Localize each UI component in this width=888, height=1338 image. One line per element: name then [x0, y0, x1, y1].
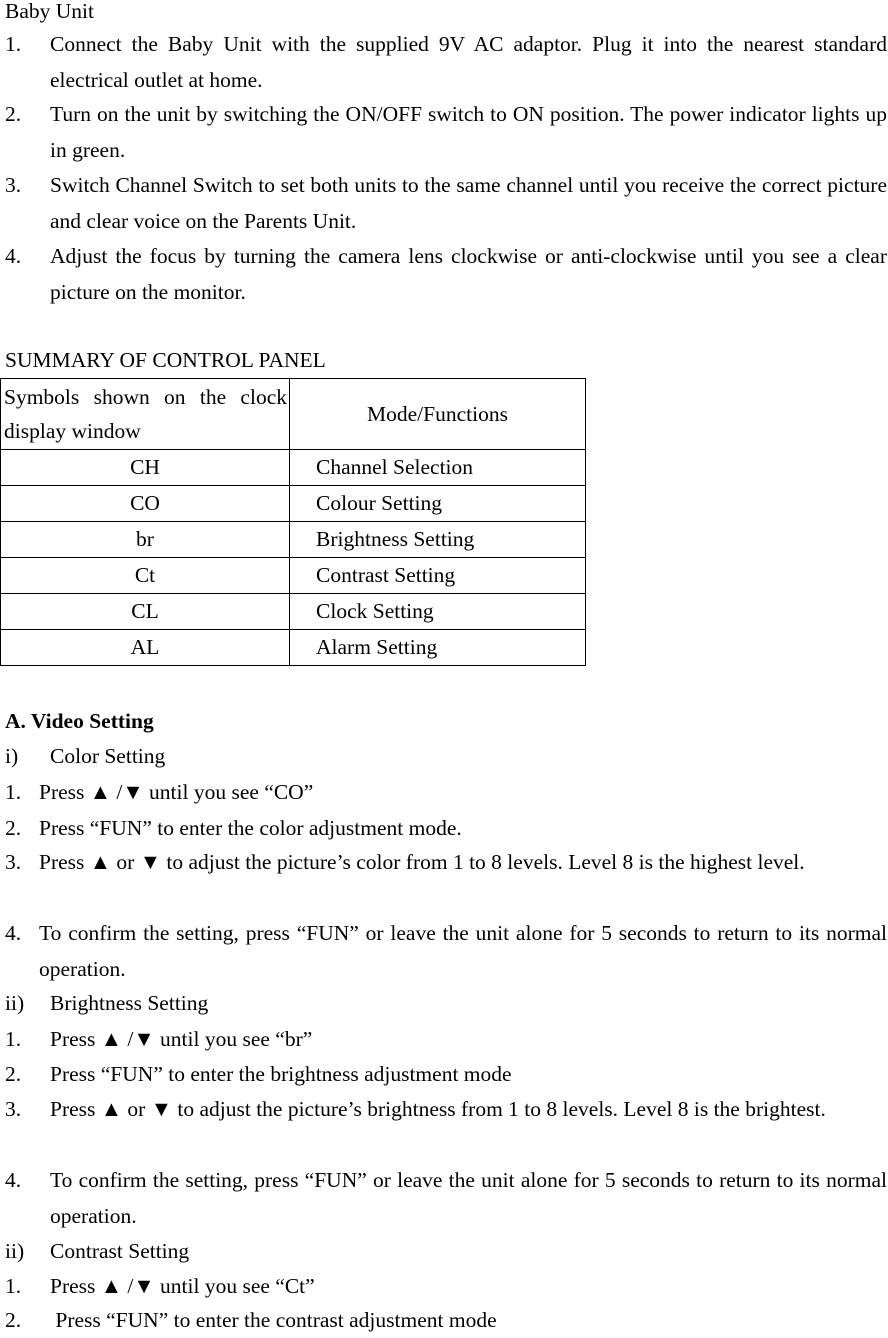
subsection-text: Brightness Setting [50, 991, 209, 1015]
video-setting-heading: A. Video Setting [5, 709, 154, 733]
symbol-cell: CL [1, 594, 290, 630]
item-number: 1. [5, 32, 22, 56]
table-row [1, 522, 586, 558]
list-item [5, 26, 887, 98]
symbol-cell: CH [1, 450, 290, 486]
function-cell: Channel Selection [290, 450, 586, 486]
item-text: To confirm the setting, press “FUN” or leave the unit alone for 5 seconds to return to its normal operation. [39, 921, 887, 981]
item-text: Switch Channel Switch to set both units to the same channel until you receive the correct picture and clear voice on the Parents Unit. [50, 173, 887, 233]
subsection-number: i) [5, 744, 19, 768]
subsection-title [5, 738, 887, 774]
item-text: To confirm the setting, press “FUN” or leave the unit alone for 5 seconds to return to its normal operation. [50, 1168, 887, 1228]
function-cell: Colour Setting [290, 486, 586, 522]
subsection-text: Color Setting [50, 744, 166, 768]
item-text: Press ▲ /▼ until you see “br” [50, 1027, 313, 1051]
symbol-cell: CO [1, 486, 290, 522]
item-text: Press “FUN” to enter the brightness adjustment mode [50, 1062, 512, 1086]
item-number: 2. [5, 1308, 22, 1332]
list-item [5, 1162, 887, 1234]
item-number: 1. [5, 780, 22, 804]
item-text: Press ▲ /▼ until you see “Ct” [50, 1274, 315, 1298]
item-number: 3. [5, 850, 22, 874]
item-number: 1. [5, 1027, 22, 1051]
item-number: 3. [5, 173, 22, 197]
item-number: 2. [5, 1062, 22, 1086]
subsection-title [5, 1233, 887, 1269]
subsection-text: Contrast Setting [50, 1239, 190, 1263]
item-number: 2. [5, 816, 22, 840]
list-item [5, 810, 887, 846]
control-panel-table [0, 378, 586, 666]
column-header-mode: Mode/Functions [290, 379, 586, 450]
item-number: 1. [5, 1274, 22, 1298]
item-text: Press “FUN” to enter the color adjustment mode. [39, 816, 462, 840]
function-cell: Brightness Setting [290, 522, 586, 558]
table-row [1, 450, 586, 486]
item-text: Press ▲ or ▼ to adjust the picture’s brightness from 1 to 8 levels. Level 8 is the brightest. [50, 1097, 826, 1121]
item-number: 4. [5, 244, 22, 268]
list-item [5, 167, 887, 239]
symbol-cell: Ct [1, 558, 290, 594]
subsection-number: ii) [5, 991, 25, 1015]
item-number: 2. [5, 102, 22, 126]
list-item [5, 1091, 887, 1127]
item-text: Connect the Baby Unit with the supplied 9V AC adaptor. Plug it into the nearest standard electrical outlet at home. [50, 32, 887, 92]
table-row [1, 630, 586, 666]
item-text: Turn on the unit by switching the ON/OFF switch to ON position. The power indicator lights up in green. [50, 102, 887, 162]
list-item [5, 1056, 887, 1092]
symbol-cell: AL [1, 630, 290, 666]
subsection-number: ii) [5, 1239, 25, 1263]
function-cell: Clock Setting [290, 594, 586, 630]
list-item [5, 1021, 887, 1057]
item-text: Press ▲ or ▼ to adjust the picture’s color from 1 to 8 levels. Level 8 is the highest level. [39, 850, 805, 874]
table-row [1, 594, 586, 630]
subsection-title [5, 985, 887, 1021]
item-number: 4. [5, 921, 22, 945]
baby-unit-heading: Baby Unit [5, 0, 94, 23]
table-row [1, 486, 586, 522]
item-text: Adjust the focus by turning the camera lens clockwise or anti-clockwise until you see a clear picture on the monitor. [50, 244, 887, 304]
item-number: 3. [5, 1097, 22, 1121]
list-item [5, 915, 887, 987]
list-item [5, 1268, 887, 1304]
list-item [5, 96, 887, 168]
table-row [1, 558, 586, 594]
column-header-symbols: Symbols shown on the clock display window [1, 379, 290, 450]
item-text: Press ▲ /▼ until you see “CO” [39, 780, 314, 804]
list-item [5, 844, 887, 880]
list-item [5, 1302, 887, 1338]
list-item [5, 238, 887, 310]
item-text: Press “FUN” to enter the contrast adjustment mode [50, 1308, 497, 1332]
item-number: 4. [5, 1168, 22, 1192]
list-item [5, 774, 887, 810]
function-cell: Contrast Setting [290, 558, 586, 594]
function-cell: Alarm Setting [290, 630, 586, 666]
table-header-row [1, 379, 586, 450]
summary-heading: SUMMARY OF CONTROL PANEL [5, 348, 326, 372]
symbol-cell: br [1, 522, 290, 558]
